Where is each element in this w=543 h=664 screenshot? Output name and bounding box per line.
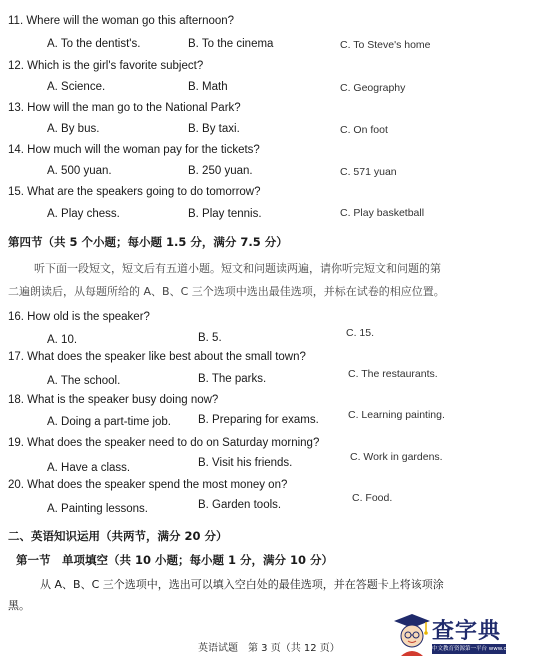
q20-option-c: C. Food. <box>352 492 393 504</box>
question-19: 19. What does the speaker need to do on Saturday morning? <box>8 437 320 449</box>
q18-option-a: A. Doing a part-time job. <box>47 416 172 428</box>
q14-option-b: B. 250 yuan. <box>188 165 253 177</box>
question-14: 14. How much will the woman pay for the tickets? <box>8 144 260 156</box>
q14-option-c: C. 571 yuan <box>340 166 397 178</box>
q15-option-b: B. Play tennis. <box>188 208 262 220</box>
logo-name: 查字典 <box>432 619 502 644</box>
q13-option-c: C. On foot <box>340 124 388 136</box>
question-12: 12. Which is the girl's favorite subject? <box>8 60 204 72</box>
q16-option-a: A. 10. <box>47 334 78 346</box>
q12-option-b: B. Math <box>188 81 228 93</box>
question-17: 17. What does the speaker like best about the small town? <box>8 351 306 363</box>
q15-option-a: A. Play chess. <box>47 208 120 220</box>
chazidian-logo <box>392 612 543 660</box>
q11-option-b: B. To the cinema <box>188 38 274 50</box>
q15-option-c: C. Play basketball <box>340 207 425 219</box>
q12-option-c: C. Geography <box>340 82 406 94</box>
page-footer: 英语试题 第 3 页（共 12 页） <box>198 643 340 654</box>
q11-option-c: C. To Steve's home <box>340 39 431 51</box>
section1-instructions-line2: 黑。 <box>8 599 30 612</box>
q13-option-a: A. By bus. <box>47 123 100 135</box>
question-13: 13. How will the man go to the National Park? <box>8 102 241 114</box>
q17-option-a: A. The school. <box>47 375 121 387</box>
section4-instructions-line1: 听下面一段短文，短文后有五道小题。短文和问题读两遍，请你听完短文和问题的第 <box>34 262 441 275</box>
q16-option-c: C. 15. <box>346 327 375 339</box>
q13-option-b: B. By taxi. <box>188 123 240 135</box>
question-15: 15. What are the speakers going to do tomorrow? <box>8 186 261 198</box>
student-mascot-icon <box>392 612 432 658</box>
question-20: 20. What does the speaker spend the most money on? <box>8 479 288 491</box>
q20-option-b: B. Garden tools. <box>198 499 282 511</box>
q19-option-b: B. Visit his friends. <box>198 457 293 469</box>
q11-option-a: A. To the dentist's. <box>47 38 141 50</box>
q14-option-a: A. 500 yuan. <box>47 165 112 177</box>
q17-option-c: C. The restaurants. <box>348 368 438 380</box>
question-18: 18. What is the speaker busy doing now? <box>8 394 219 406</box>
q16-option-b: B. 5. <box>198 332 222 344</box>
q19-option-c: C. Work in gardens. <box>350 451 443 463</box>
q18-option-c: C. Learning painting. <box>348 409 445 421</box>
section1-title: 第一节 单项填空（共 10 小题；每小题 1 分，满分 10 分） <box>16 553 334 567</box>
logo-tagline: 中文教育资源第一平台 www.chazidian.com <box>432 646 543 652</box>
q17-option-b: B. The parks. <box>198 373 267 385</box>
section1-instructions-line1: 从 A、B、C 三个选项中，选出可以填入空白处的最佳选项，并在答题卡上将该项涂 <box>40 578 444 591</box>
part2-title: 二、英语知识运用（共两节，满分 20 分） <box>8 529 228 543</box>
section4-title: 第四节（共 5 个小题；每小题 1.5 分，满分 7.5 分） <box>8 235 288 249</box>
section4-instructions-line2: 二遍朗读后，从每题所给的 A、B、C 三个选项中选出最佳选项，并标在试卷的相应位置。 <box>8 285 445 298</box>
q19-option-a: A. Have a class. <box>47 462 131 474</box>
question-11: 11. Where will the woman go this afternoon? <box>8 15 235 27</box>
q18-option-b: B. Preparing for exams. <box>198 414 319 426</box>
q12-option-a: A. Science. <box>47 81 106 93</box>
q20-option-a: A. Painting lessons. <box>47 503 149 515</box>
question-16: 16. How old is the speaker? <box>8 311 150 323</box>
